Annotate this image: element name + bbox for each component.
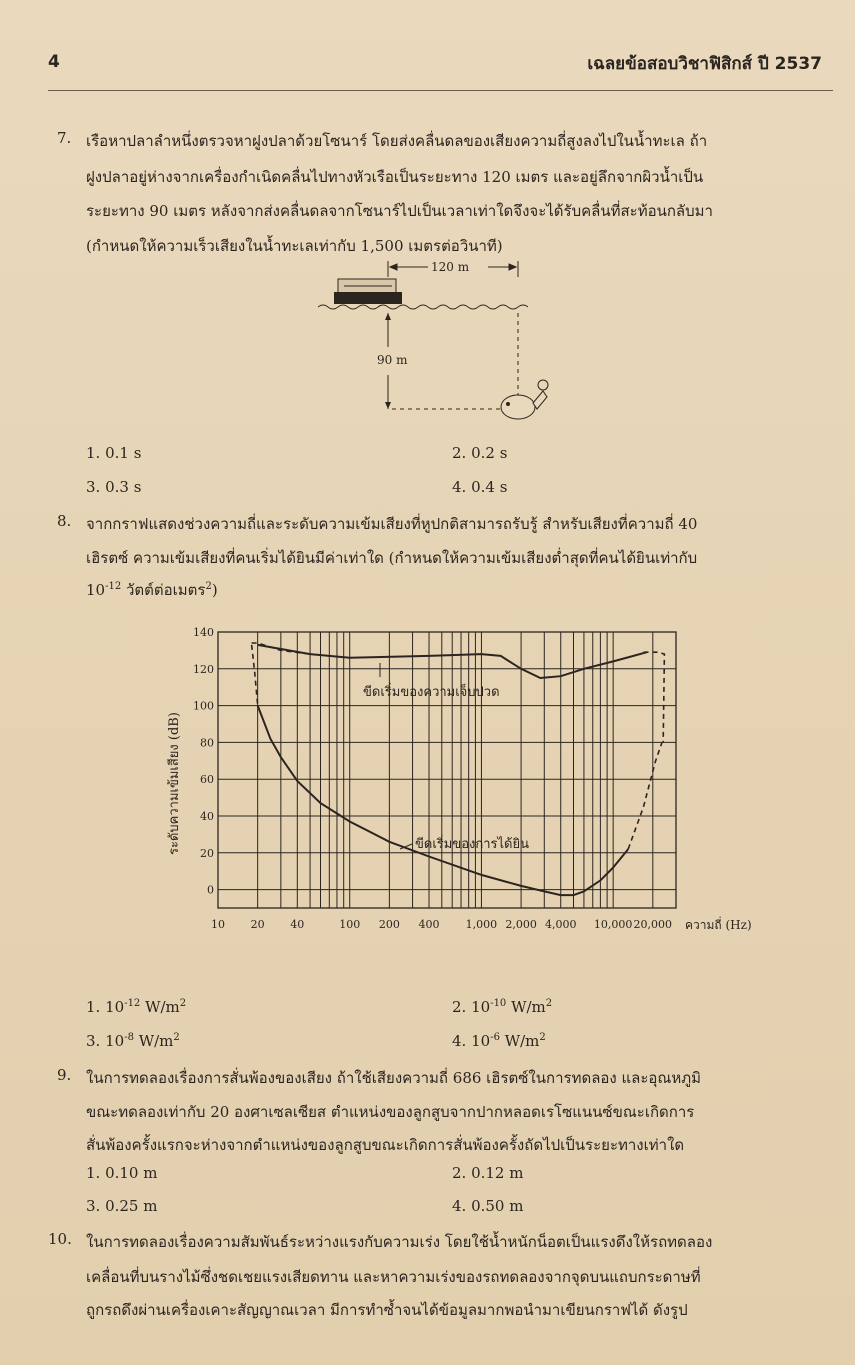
q7-option-4[interactable]: 4. 0.4 s bbox=[452, 478, 508, 496]
q9-line-2: ขณะทดลองเท่ากับ 20 องศาเซลเซียส ตำแหน่งของลูกสูบจากปากหลอดเรโซแนนซ์ขณะเกิดการ bbox=[86, 1103, 695, 1121]
q7-option-1[interactable]: 1. 0.1 s bbox=[86, 444, 142, 462]
q8-option-1[interactable]: 1. $10^{-12}$ $W/m^2$ bbox=[86, 998, 187, 1016]
depth-arrow-bottom bbox=[385, 402, 391, 409]
annotation-pain-threshold: ขีดเริ่มของความเจ็บปวด bbox=[363, 685, 500, 700]
dim-arrow-left bbox=[390, 264, 397, 270]
y-tick-label: 0 bbox=[207, 883, 214, 897]
y-tick-label: 140 bbox=[193, 626, 214, 639]
y-axis-label: ระดับความเข้มเสียง (dB) bbox=[167, 712, 182, 855]
sound-level-chart bbox=[150, 615, 770, 965]
q7-line-1: เรือหาปลาลำหนึ่งตรวจหาฝูงปลาด้วยโซนาร์ โดยส่งคลื่นดลของเสียงความถี่สูงลงไปในน้ำทะเล ถ้า bbox=[86, 132, 708, 150]
fish-icon bbox=[501, 380, 548, 419]
label-90m: 90 m bbox=[377, 353, 408, 367]
y-tick-label: 20 bbox=[200, 846, 214, 860]
q10-line-3: ถูกรถดึงผ่านเครื่องเคาะสัญญาณเวลา มีการทำซ้ำจนได้ข้อมูลมากพอนำมาเขียนกราฟได้ ดังรูป bbox=[86, 1301, 688, 1319]
q9-number: 9. bbox=[57, 1066, 72, 1084]
series-line-1 bbox=[258, 706, 629, 896]
series-line-3 bbox=[252, 645, 258, 706]
header-rule bbox=[48, 90, 833, 91]
q7-number: 7. bbox=[57, 129, 72, 147]
q9-line-3: สั่นพ้องครั้งแรกจะห่างจากตำแหน่งของลูกสูบขณะเกิดการสั่นพ้องครั้งถัดไปเป็นระยะทางเท่าใด bbox=[86, 1136, 685, 1154]
x-tick-label: 40 bbox=[290, 918, 305, 931]
x-tick-label: 20 bbox=[250, 918, 265, 931]
x-tick-label: 200 bbox=[378, 918, 400, 931]
x-tick-label: 1,000 bbox=[465, 918, 498, 931]
annotation-hearing-threshold: ขีดเริ่มของการได้ยิน bbox=[415, 837, 530, 852]
q8-line-3: $10^{-12}$ วัตต์ต่อเมตร$^2$) bbox=[86, 581, 218, 599]
x-tick-label: 10 bbox=[211, 918, 225, 931]
q7-line-2: ฝูงปลาอยู่ห่างจากเครื่องกำเนิดคลื่นไปทางหัวเรือเป็นระยะทาง 120 เมตร และอยู่ลึกจากผิวน้ำเป็น bbox=[86, 168, 704, 186]
sonar-diagram bbox=[300, 255, 560, 430]
series-line-5 bbox=[644, 652, 665, 742]
x-tick-label: 20,000 bbox=[633, 918, 673, 931]
y-tick-label: 120 bbox=[193, 662, 214, 676]
q7-option-3[interactable]: 3. 0.3 s bbox=[86, 478, 142, 496]
q9-line-1: ในการทดลองเรื่องการสั่นพ้องของเสียง ถ้าใช้เสียงความถี่ 686 เฮิรตซ์ในการทดลอง และอุณหภูมิ bbox=[86, 1069, 701, 1087]
q7-line-4: (กำหนดให้ความเร็วเสียงในน้ำทะเลเท่ากับ 1,500 เมตรต่อวินาที) bbox=[86, 237, 503, 255]
q8-number: 8. bbox=[57, 512, 72, 530]
q10-line-1: ในการทดลองเรื่องความสัมพันธ์ระหว่างแรงกับความเร่ง โดยใช้น้ำหนักน็อตเป็นแรงดึงให้รถทดลอง bbox=[86, 1233, 713, 1251]
q10-line-2: เคลื่อนที่บนรางไม้ซึ่งชดเชยแรงเสียดทาน และหาความเร่งของรถทดลองจากจุดบนแถบกระดาษที่ bbox=[86, 1268, 701, 1286]
q7-line-3: ระยะทาง 90 เมตร หลังจากส่งคลื่นดลจากโซนาร์ไปเป็นเวลาเท่าใดจึงจะได้รับคลื่นที่สะท้อนกลับมา bbox=[86, 202, 713, 220]
y-tick-label: 100 bbox=[193, 699, 214, 713]
x-tick-label: 400 bbox=[418, 918, 440, 931]
q8-option-2[interactable]: 2. $10^{-10}$ $W/m^2$ bbox=[452, 998, 553, 1016]
y-tick-label: 80 bbox=[200, 736, 214, 750]
series-line-4 bbox=[628, 742, 662, 849]
boat-icon bbox=[334, 279, 402, 304]
q8-option-4[interactable]: 4. $10^{-6}$ $W/m^2$ bbox=[452, 1032, 546, 1050]
q8-line-1: จากกราฟแสดงช่วงความถี่และระดับความเข้มเสียงที่หูปกติสามารถรับรู้ สำหรับเสียงที่ความถี่ 40 bbox=[86, 515, 698, 533]
q10-number: 10. bbox=[48, 1230, 72, 1248]
depth-arrow-top bbox=[385, 313, 391, 320]
water-surface bbox=[318, 305, 528, 309]
q9-option-4[interactable]: 4. 0.50 m bbox=[452, 1197, 524, 1215]
q9-option-3[interactable]: 3. 0.25 m bbox=[86, 1197, 158, 1215]
x-tick-label: 4,000 bbox=[544, 918, 577, 931]
q8-line-2: เฮิรตซ์ ความเข้มเสียงที่คนเริ่มได้ยินมีค่าเท่าใด (กำหนดให้ความเข้มเสียงต่ำสุดที่คนได้ยินเท่ากับ bbox=[86, 549, 698, 567]
dim-arrow-right bbox=[509, 264, 516, 270]
x-tick-label: 2,000 bbox=[505, 918, 537, 931]
y-tick-label: 40 bbox=[200, 810, 214, 823]
label-120m: 120 m bbox=[431, 260, 470, 274]
running-header: เฉลยข้อสอบวิชาฟิสิกส์ ปี 2537 bbox=[587, 54, 822, 74]
q7-option-2[interactable]: 2. 0.2 s bbox=[452, 444, 508, 462]
x-tick-label: 10,000 bbox=[593, 918, 633, 931]
x-axis-label: ความถี่ (Hz) bbox=[685, 918, 752, 932]
q8-option-3[interactable]: 3. $10^{-8}$ $W/m^2$ bbox=[86, 1032, 180, 1050]
q9-option-2[interactable]: 2. 0.12 m bbox=[452, 1164, 524, 1182]
q9-option-1[interactable]: 1. 0.10 m bbox=[86, 1164, 158, 1182]
page-number: 4 bbox=[48, 52, 60, 72]
y-tick-label: 60 bbox=[200, 773, 214, 787]
x-tick-label: 100 bbox=[339, 918, 361, 931]
